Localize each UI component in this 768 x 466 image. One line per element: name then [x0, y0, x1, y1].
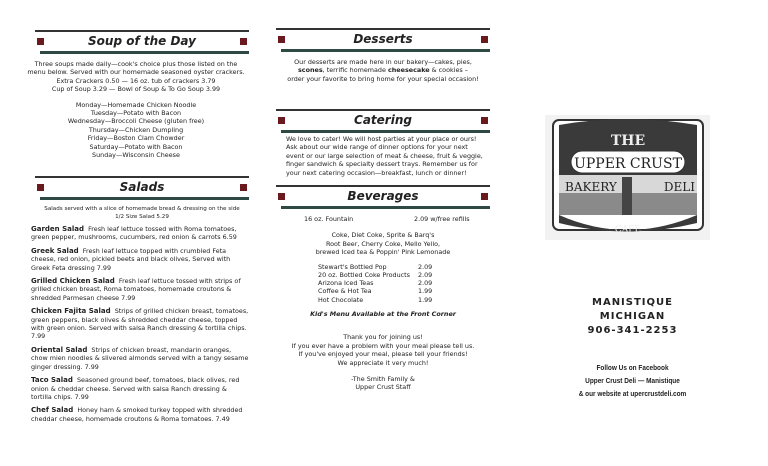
fountain-label: 16 oz. Fountain — [304, 215, 354, 223]
catering-section — [276, 109, 490, 177]
salad-item: Chicken Fajita Salad Strips of grilled chicken breast, tomatoes, green peppers, black olives & shredded cheddar cheese, topped with green onion. Served with salsa Ranch dressing & tortilla chips. 7.99 — [31, 307, 249, 341]
soda-list: Coke, Diet Coke, Sprite & Barq's — [331, 231, 435, 240]
catering-title: Catering — [354, 113, 412, 127]
thanks-line: We appreciate it very much! — [337, 358, 429, 367]
salad-item: Oriental Salad Strips of chicken breast, mandarin oranges, chow mien noodles & slivered almonds served with a tangy sesame ginger dressing. 7.99 — [31, 345, 249, 371]
fountain-price: 2.09 w/free refills — [414, 215, 470, 223]
salad-item: Chef Salad Honey ham & smoked turkey topped with shredded cheddar cheese, homemade croutons & Roma tomatoes. 7.49 — [31, 406, 243, 423]
salads-intro: Salads served with a slice of homemade bread & dressing on the side — [44, 206, 240, 212]
beverages-title: Beverages — [347, 189, 419, 203]
beverages-header — [276, 185, 490, 209]
beverage-row: Coffee & Hot Tea 1.99 — [318, 287, 433, 296]
salads-section — [31, 176, 249, 428]
salads-title: Salads — [119, 180, 165, 194]
thanks-line: If you ever have a problem with your meal please tell us. — [291, 341, 475, 350]
soup-title: Soup of the Day — [88, 34, 196, 48]
facebook-page: Upper Crust Deli — Manistique — [585, 376, 680, 385]
salad-item: Taco Salad Seasoned ground beef, tomatoes, black olives, red onion & cheddar cheese. Served with salsa Ranch dressing & tortilla chips. 7.99 — [31, 376, 240, 401]
soup-day: Wednesday—Broccoli Cheese (gluten free) — [67, 117, 205, 126]
svg-text:DELI: DELI — [663, 180, 695, 194]
svg-text:CAFE: CAFE — [614, 225, 642, 235]
soup-day: Friday—Boston Clam Chowder — [87, 134, 185, 143]
salads-header — [35, 176, 249, 200]
catering-text: We love to cater! We will host parties at your place or ours! Ask about our wide range of dinner options for your next event or our large selection of meat & cheese, fruit & veggie, finger sandwich & specialty dessert trays. Remember us for your next catering occasion—breakfast, lunch or dinner! — [286, 135, 483, 177]
facebook-line: Follow Us on Facebook — [596, 363, 669, 372]
soup-day: Tuesday—Potato with Bacon — [90, 109, 182, 118]
signature-line: Upper Crust Staff — [355, 383, 411, 392]
beverage-row: Arizona Iced Teas 2.09 — [318, 279, 433, 288]
soup-intro: Cup of Soup 3.29 — Bowl of Soup & To Go Soup 3.99 — [51, 85, 221, 94]
desserts-text: scones, terrific homemade cheesecake & cookies – — [298, 66, 468, 75]
beverages-section — [276, 185, 490, 392]
soda-list: brewed Iced tea & Poppin' Pink Lemonade — [315, 248, 451, 257]
svg-text:THE: THE — [610, 133, 646, 149]
thanks-line: Thank you for joining us! — [343, 333, 423, 342]
beverage-row: Stewart's Bottled Pop 2.09 — [318, 262, 433, 271]
salad-item: Greek Salad Fresh leaf lettuce topped with crumbled Feta cheese, red onion, pickled beets and black olives, Served with Greek Feta dressing 7.99 — [31, 246, 231, 272]
social-info — [571, 361, 694, 400]
desserts-header — [276, 28, 490, 52]
beverage-row: 20 oz. Bottled Coke Products 2.09 — [318, 270, 433, 279]
state: MICHIGAN — [599, 311, 666, 322]
soda-list: Root Beer, Cherry Coke, Mello Yello, — [325, 239, 441, 248]
desserts-text: Our desserts are made here in our bakery—cakes, pies, — [294, 58, 472, 66]
soup-section — [27, 30, 249, 160]
kids-menu-note: Kid's Menu Available at the Front Corner — [310, 310, 456, 318]
soup-day: Monday—Homemade Chicken Noodle — [75, 100, 197, 109]
website-line: & our website at upercrustdeli.com — [578, 389, 687, 398]
upper-crust-logo — [545, 115, 710, 240]
soup-intro: menu below. Served with our homemade seasoned oyster crackers. — [27, 68, 245, 77]
salad-item: Grilled Chicken Salad Fresh leaf lettuce tossed with strips of grilled chicken breast, Roma tomatoes, homemade croutons & shredded Parmesan cheese 7.99 — [31, 277, 241, 302]
city: MANISTIQUE — [592, 297, 673, 308]
contact-info — [560, 296, 705, 338]
catering-header — [276, 109, 490, 133]
signature-line: -The Smith Family & — [351, 375, 415, 384]
desserts-section — [276, 28, 490, 83]
soup-intro: Extra Crackers 0.50 — 16 oz. tub of crackers 3.79 — [56, 76, 216, 85]
soup-day: Thursday—Chicken Dumpling — [88, 125, 184, 134]
beverage-row: Hot Chocolate 1.99 — [318, 295, 433, 304]
svg-text:UPPER CRUST: UPPER CRUST — [574, 156, 682, 172]
soup-intro: Three soups made daily—cook's choice plus those listed on the — [34, 60, 238, 68]
desserts-text: order your favorite to bring home for your special occasion! — [287, 74, 479, 83]
soup-day: Saturday—Potato with Bacon — [89, 142, 183, 151]
salads-intro: 1/2 Size Salad 5.29 — [115, 213, 169, 220]
salad-item: Garden Salad Fresh leaf lettuce tossed with Roma tomatoes, green pepper, mushrooms, cucumbers, red onion & carrots 6.59 — [31, 225, 237, 242]
desserts-title: Desserts — [353, 32, 413, 46]
soup-header — [35, 30, 249, 54]
svg-text:BAKERY: BAKERY — [565, 180, 617, 194]
soup-day: Sunday—Wisconsin Cheese — [92, 151, 180, 160]
thanks-line: If you've enjoyed your meal, please tell your friends! — [298, 350, 468, 359]
phone: 906-341-2253 — [587, 325, 678, 336]
